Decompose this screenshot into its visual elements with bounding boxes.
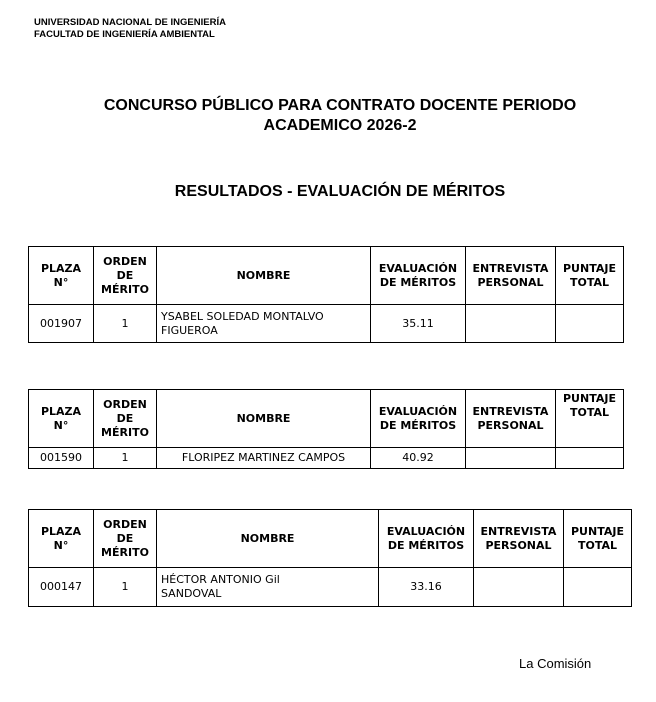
- plaza-cell: 001590: [29, 448, 94, 469]
- orden-cell: 1: [94, 448, 157, 469]
- col-orden: ORDEN DE MÉRITO: [94, 510, 157, 568]
- entrevista-cell: [466, 448, 556, 469]
- university-name: UNIVERSIDAD NACIONAL DE INGENIERÍA: [34, 17, 226, 28]
- title-line-2: ACADEMICO 2026-2: [263, 117, 417, 134]
- nombre-cell: HÉCTOR ANTONIO Gil SANDOVAL: [157, 568, 379, 607]
- col-evaluacion: EVALUACIÓN DE MÉRITOS: [379, 510, 474, 568]
- nombre-cell: FLORIPEZ MARTINEZ CAMPOS: [157, 448, 371, 469]
- puntaje-cell: [564, 568, 632, 607]
- plaza-cell: 000147: [29, 568, 94, 607]
- table-row: [29, 568, 632, 607]
- puntaje-cell: [556, 448, 624, 469]
- results-table-1: [28, 246, 624, 343]
- col-plaza: PLAZA N°: [29, 510, 94, 568]
- table-header-row: [29, 390, 624, 448]
- table-row: [29, 305, 624, 343]
- evaluacion-cell: 35.11: [371, 305, 466, 343]
- document-title: [40, 96, 640, 136]
- col-nombre: NOMBRE: [157, 247, 371, 305]
- results-subtitle: RESULTADOS - EVALUACIÓN DE MÉRITOS: [174, 183, 506, 200]
- plaza-cell: 001907: [29, 305, 94, 343]
- col-puntaje: PUNTAJE TOTAL: [556, 247, 624, 305]
- entrevista-cell: [466, 305, 556, 343]
- col-puntaje: PUNTAJE TOTAL: [564, 510, 632, 568]
- institution-header: [34, 17, 226, 41]
- col-plaza: PLAZA N°: [29, 390, 94, 448]
- table-header-row: [29, 247, 624, 305]
- entrevista-cell: [474, 568, 564, 607]
- orden-cell: 1: [94, 568, 157, 607]
- col-plaza: PLAZA N°: [29, 247, 94, 305]
- col-puntaje: PUNTAJE TOTAL: [556, 390, 624, 448]
- signature-commission: La Comisión: [519, 656, 592, 671]
- col-orden: ORDEN DE MÉRITO: [94, 247, 157, 305]
- col-orden: ORDEN DE MÉRITO: [94, 390, 157, 448]
- faculty-name: FACULTAD DE INGENIERÍA AMBIENTAL: [34, 29, 215, 40]
- results-table-2: [28, 389, 624, 469]
- puntaje-cell: [556, 305, 624, 343]
- table-row: [29, 448, 624, 469]
- table-header-row: [29, 510, 632, 568]
- col-nombre: NOMBRE: [157, 510, 379, 568]
- col-evaluacion: EVALUACIÓN DE MÉRITOS: [371, 390, 466, 448]
- title-line-1: CONCURSO PÚBLICO PARA CONTRATO DOCENTE PERIODO: [103, 97, 577, 114]
- evaluacion-cell: 40.92: [371, 448, 466, 469]
- col-entrevista: ENTREVISTA PERSONAL: [474, 510, 564, 568]
- evaluacion-cell: 33.16: [379, 568, 474, 607]
- results-table-3: [28, 509, 632, 607]
- col-entrevista: ENTREVISTA PERSONAL: [466, 390, 556, 448]
- orden-cell: 1: [94, 305, 157, 343]
- col-evaluacion: EVALUACIÓN DE MÉRITOS: [371, 247, 466, 305]
- col-entrevista: ENTREVISTA PERSONAL: [466, 247, 556, 305]
- nombre-cell: YSABEL SOLEDAD MONTALVO FIGUEROA: [157, 305, 371, 343]
- col-nombre: NOMBRE: [157, 390, 371, 448]
